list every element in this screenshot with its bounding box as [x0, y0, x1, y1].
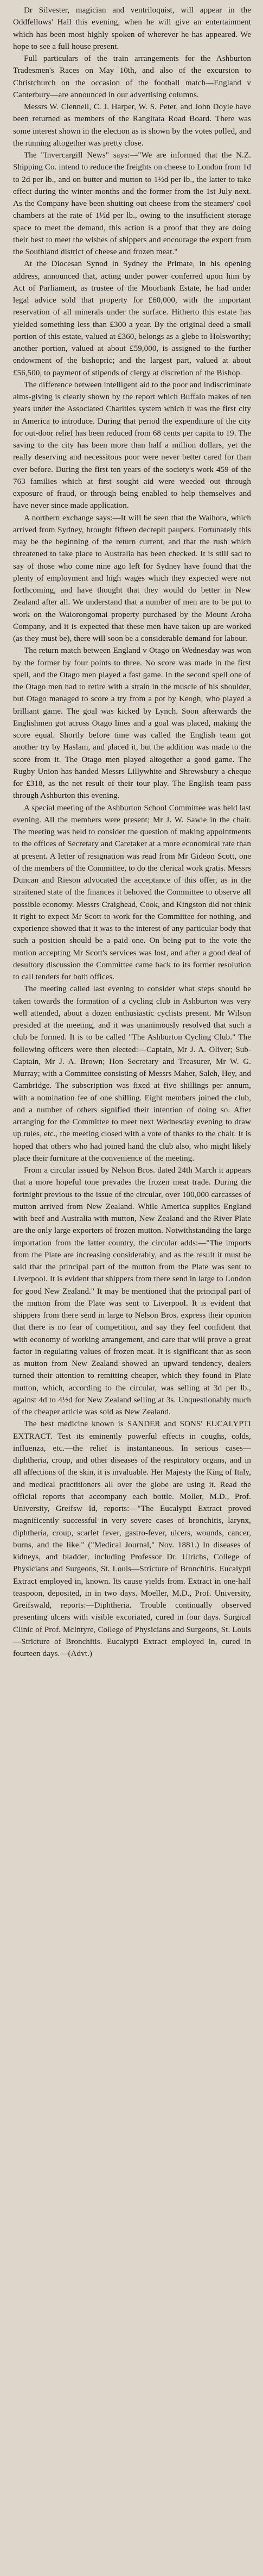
paragraph-train-arrangements: Full particulars of the train arrangements for the Ashburton Tradesmen's Races on May 10th, and also of the excursion to Christchurch on the occasion of the football match—England v Canterbury—are announced in our advertising columns.	[13, 54, 251, 99]
paragraph-road-board: Messrs W. Clennell, C. J. Harper, W. S. Peter, and John Doyle have been returned as members of the Rangitata Road Board. There was some interest shown in the election as is shown by the votes polled, and the running altogether was pretty close.	[13, 103, 251, 148]
paragraph-diocesan-synod: At the Diocesan Synod in Sydney the Primate, in his opening address, announced that, acting under power conferred upon him by Act of Parliament, as trustee of the Moorbank Estate, he had under legal advice sold that property for £60,000, with the important reservation of all minerals under the surface. Hitherto this estate has yielded something less than £300 a year. By the original deed a small portion of this estate, valued at £360, belongs as a glebe to Holsworthy; another portion, valued at about £59,000, is assigned to the further endowment of the bishopric; and the largest part, valued at about £56,500, to payment of stipends of clergy at discretion of the Bishop.	[13, 260, 251, 377]
paragraph-cycling-club: The meeting called last evening to consider what steps should be taken towards the formation of a cycling club in Ashburton was very well attended, about a dozen enthusiastic cyclists present. Mr Wilson presided at the meeting, and it was unanimously resolved that such a club be formed. It is to be called "The Ashburton Cycling Club." The following officers were then elected:—Captain, Mr J. A. Oliver; Sub-Captain, Mr J. A. Brown; Hon Secretary and Treasurer, Mr W. G. Murray; with a Committee consisting of Messrs Maher, Saleh, Hey, and Cambridge. The subscription was fixed at five shillings per annum, with a nomination fee of one shilling. Eight members joined the club, and a number of others signified their intention of doing so. After arranging for the Committee to meet next Wednesday evening to draw up rules, etc., the meeting closed with a vote of thanks to the chair. It is hoped that others who had joined hand the club also, who might likely place their furniture at the convenience of the meeting.	[13, 985, 251, 1163]
paragraph-school-committee: A special meeting of the Ashburton School Committee was held last evening. All the members were present; Mr J. W. Sawle in the chair. The meeting was held to consider the question of making appointments to the offices of Secretary and Caretaker at a more economical rate than at present. A letter of resignation was read from Mr Gideon Scott, one of the members of the Committee, to do the clerical work gratis. Messrs Duncan and Rieson advocated the acceptance of this offer, as in the straitened state of the finances it behoved the Committee to observe all possible economy. Messrs Craighead, Cook, and Kingston did not think it right to expect Mr Scott to work for the Committee for nothing, and experience showed that it was to the interest of any particular body that such a position should be a paid one. On being put to the vote the motion accepting Mr Scott's services was lost, and after a good deal of desultory discussion the Committee came back to its former resolution to call tenders for both offices.	[13, 803, 251, 981]
paragraph-advertisement: The best medicine known is SANDER and SONS' EUCALYPTI EXTRACT. Test its eminently powerful effects in coughs, colds, influenza, etc.—the relief is instantaneous. In serious cases—diphtheria, croup, and other diseases of the respiratory organs, and in all affections of the skin, it is invaluable. Her Majesty the King of Italy, and medical practitioners all over the globe are using it. Read the official reports that accompany each bottle. Moller, M.D., Prof. University, Greifsw Id, reports:—"The Eucalypti Extract proved magnificently successful in very severe cases of bronchitis, larynx, diphtheria, croup, scarlet fever, gastro-fever, ulcers, wounds, cancer, burns, and the like." ("Medical Journal," Nov. 1881.) In diseases of kidneys, and bladder, including Professor Dr. Ulrichs, College of Physicians and Surgeons, St. Louis—Stricture of Bronchitis. Eucalypti Extract employed in, known. Its cause yields from. Extract in one-half teaspoon, deposited, in in two days. Moeller, M.D., Prof. University, Greifswald, reports:—Diphtheria. Trouble continually observed presenting ulcers with visible excoriated, cured in four days. Surgical Clinic of Prof. McIntyre, College of Physicians and Surgeons, St. Louis—Stricture of Bronchitis. Eucalypti Extract employed in, cured in fourteen days.—(Advt.)	[13, 1420, 251, 1658]
paragraph-football-match: The return match between England v Otago on Wednesday was won by the former by four points to three. No score was made in the first spell, and the Otago men played a fast game. In the second spell one of the Otago men had to retire with a strain in the muscle of his shoulder, but Otago managed to score a try from a pot by Keogh, who played a brilliant game. The goal was kicked by Lynch. Soon afterwards the Englishmen got across Otago lines and a goal was placed, making the score equal. Shortly before time was called the English team got another try by Haslam, and placed it, but the addition was made to the score from it. The Otago men played altogether a good game. The Rugby Union has handed Messrs Lillywhite and Shrewsbury a cheque for £318, as the net result of their tour play. The English team pass through Ashburton this evening.	[13, 646, 251, 801]
paragraph-charities: The difference between intelligent aid to the poor and indiscriminate alms-giving is clearly shown by the report which Buffalo makes of ten years under the Associated Charities system which it was the first city in America to introduce. During that period the expenditure of the city for out-door relief has been reduced from 68 cents per capita to 19. The saving to the city has been more than half a million dollars, yet the really deserving and necessitous poor were never better cared for than ever before. During the first ten years of the society's work 459 of the 763 families which at first sought aid were weeded out through exposure of fraud, or through being enabled to help themselves and have never since made application.	[13, 380, 251, 511]
paragraph-shipping-freights: The "Invercargill News" says:—"We are informed that the N.Z. Shipping Co. intend to reduce the freights on cheese to London from 1d to 2d per lb., and on butter and mutton to 1½d per lb., the latter to take effect during the winter months and the former from the 1st July next. As the Company have been shutting out cheese from the steamers' cool chambers at the rate of 1½d per lb., owing to the insufficient storage space to meet the demand, this action is a proof that they are doing their best to meet the wishes of shippers and encourage the export from the Southland district of cheese and frozen meat."	[13, 151, 251, 256]
paragraph-magician: Dr Silvester, magician and ventriloquist, will appear in the Oddfellows' Hall this evening, when he will give an entertainment which has been most highly spoken of wherever he has appeared. We hope to see a full house present.	[13, 6, 251, 51]
paragraph-frozen-meat: From a circular issued by Nelson Bros. dated 24th March it appears that a more hopeful tone prevades the frozen meat trade. During the fortnight previous to the issue of the circular, over 100,000 carcasses of mutton arrived from New Zealand. While America supplies England with beef and Australia with mutton, New Zealand and the River Plate are the only large exporters of frozen mutton. Notwithstanding the large importation from the latter country, the circular adds:—"The imports from the Plate are increasing considerably, and as the result it must be said that the principal part of the mutton from the Plate was sent to Liverpool. It is evident that shippers from there send in large to London for good New Zealand." It may be mentioned that the principal part of the mutton from the Plate was sent to Liverpool. It is evident that shippers from there send in large to Nelson Bros. express their opinion that there is no fear of competition, and say they feel confident that with economy of working arrangement, and care that will prove a great factor in regulating values of frozen meat. It is significant that as soon as mutton from New Zealand showed an upward tendency, dealers turned their attention to remitting cheaper, which they found in Plate mutton, which, according to the circular, was selling at 3d per lb., against 4d to 4½d for New Zealand selling at 3s. Unquestionably much of the cheaper article was sold as New Zealand.	[13, 1166, 251, 1416]
paragraph-northern-exchange: A northern exchange says:—It will be seen that the Waihora, which arrived from Sydney, brought fifteen decrepit paupers. Fortunately this may be the beginning of the return current, and that the rush which threatened to take place to Australia has been checked. It is still sad to say of those who come nine ago left for Sydney have found that the plenty of employment and high wages which they expected were not forthcoming, and have thought that they would do better in New Zealand after all. We understand that a number of men are to be put to work on the Waiorongomai property purchased by the Mount Aroha Company, and it is expected that these men have taken up are worked (as they must be), there will soon be a considerable demand for labour.	[13, 513, 251, 643]
